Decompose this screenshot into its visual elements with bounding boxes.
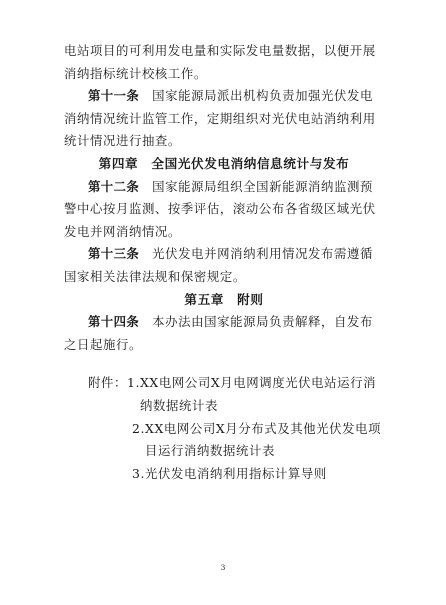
attachments-label: 附件：	[88, 375, 127, 391]
attachment-title: XX电网公司X月电网调度光伏电站运行消纳数据统计表	[140, 375, 377, 413]
article-12	[64, 176, 384, 244]
attachment-item	[64, 418, 384, 463]
article-text: 光伏发电并网消纳利用情况发布需遵循国家相关法律法规和保密规定。	[64, 246, 374, 284]
chapter-4-heading: 第四章 全国光伏发电消纳信息统计与发布	[98, 155, 350, 171]
page-number: 3	[220, 563, 226, 572]
attachments-list	[64, 372, 384, 485]
attachment-item	[64, 372, 384, 417]
article-heading: 第十一条	[88, 88, 140, 104]
article-text: 国家能源局组织全国新能源消纳监测预警中心按月监测、按季评估，滚动公布各省级区域光伏发电并网消纳情况。	[64, 178, 376, 239]
attachment-number: 2.	[132, 420, 146, 436]
chapter-5-heading: 第五章 附则	[184, 291, 264, 307]
article-heading: 第十二条	[88, 178, 140, 194]
article-heading: 第十四条	[88, 314, 140, 330]
continuation-paragraph	[64, 40, 384, 85]
document-body	[64, 40, 384, 485]
attachment-item	[64, 463, 384, 486]
article-heading: 第十三条	[88, 246, 140, 262]
attachment-title: 光伏发电消纳利用指标计算导则	[145, 465, 327, 481]
article-text: 本办法由国家能源局负责解释，自发布之日起施行。	[64, 314, 374, 352]
article-13	[64, 243, 384, 288]
article-14	[64, 311, 384, 356]
article-text: 国家能源局派出机构负责加强光伏发电消纳情况统计监管工作，定期组织对光伏电站消纳利用统计情况进行抽查。	[64, 88, 376, 149]
attachment-number: 1.	[126, 375, 141, 391]
paragraph-text: 电站项目的可利用发电量和实际发电量数据，以便开展消纳指标统计校核工作。	[64, 43, 376, 81]
attachment-title: XX电网公司X月分布式及其他光伏发电项目运行消纳数据统计表	[145, 420, 382, 459]
attachment-number: 3.	[132, 465, 146, 481]
article-11	[64, 85, 384, 153]
